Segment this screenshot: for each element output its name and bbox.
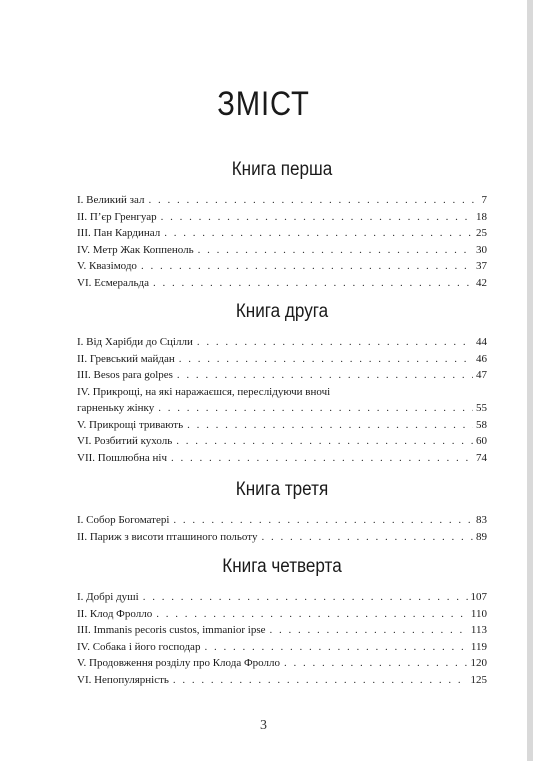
toc-entry[interactable] bbox=[77, 672, 487, 689]
toc-entry[interactable] bbox=[77, 192, 487, 209]
toc-entry-page: 30 bbox=[476, 243, 487, 256]
page-number: 3 bbox=[260, 718, 267, 733]
toc-entry[interactable] bbox=[77, 606, 487, 623]
toc-entry-title: II. Париж з висоти пташиного польоту bbox=[77, 530, 258, 543]
toc-entry-page: 110 bbox=[470, 607, 487, 620]
toc-entry-title: III. Пан Кардинал bbox=[77, 227, 161, 239]
toc-entry-page: 74 bbox=[476, 451, 487, 464]
toc-entry[interactable] bbox=[77, 351, 487, 368]
toc-leader bbox=[171, 450, 473, 467]
toc-entry[interactable] bbox=[77, 433, 487, 450]
toc-entry-page: 18 bbox=[476, 210, 487, 223]
toc-section-book-1 bbox=[77, 158, 487, 291]
section-heading: Книга четверта bbox=[222, 556, 342, 577]
toc-leader bbox=[153, 275, 473, 292]
page-title: ЗМІСТ bbox=[217, 84, 310, 123]
toc-leader bbox=[173, 512, 473, 529]
toc-entry-title: I. Добрі душі bbox=[77, 591, 139, 603]
toc-entry-title: II. Гревський майдан bbox=[77, 352, 175, 365]
toc-leader bbox=[148, 192, 478, 209]
toc-entry[interactable] bbox=[77, 450, 487, 467]
toc-entry-title: VII. Пошлюбна ніч bbox=[77, 451, 167, 464]
toc-entry-title: гарненьку жінку bbox=[77, 402, 155, 414]
toc-entry-title: II. П’єр Гренгуар bbox=[77, 210, 157, 223]
toc-entry[interactable] bbox=[77, 275, 487, 292]
toc-leader bbox=[158, 400, 473, 417]
toc-entry[interactable] bbox=[77, 622, 487, 639]
toc-entry-page: 55 bbox=[476, 402, 487, 414]
toc-entry-page: 47 bbox=[476, 369, 487, 381]
toc-entry[interactable] bbox=[77, 639, 487, 656]
toc-leader bbox=[164, 225, 473, 242]
toc-leader bbox=[187, 417, 473, 434]
toc-entry-title: VI. Есмеральда bbox=[77, 276, 150, 289]
toc-leader bbox=[173, 672, 468, 689]
toc-entry-page: 7 bbox=[481, 194, 487, 206]
toc-entry[interactable] bbox=[77, 242, 487, 259]
page-edge bbox=[527, 0, 533, 761]
toc-section-book-3 bbox=[77, 478, 487, 545]
toc-entry[interactable] bbox=[77, 209, 487, 226]
toc-entry-page: 107 bbox=[470, 591, 487, 603]
toc-entry-title: I. Від Харібди до Сцілли bbox=[77, 336, 193, 348]
toc-leader bbox=[204, 639, 467, 656]
toc-entry[interactable] bbox=[77, 334, 487, 351]
toc-entry-title: IV. Метр Жак Коппеноль bbox=[77, 243, 194, 256]
toc-entry[interactable] bbox=[77, 400, 487, 417]
section-heading: Книга третя bbox=[235, 479, 329, 500]
toc-leader bbox=[198, 242, 473, 259]
toc-entry-title: V. Квазімодо bbox=[77, 260, 137, 272]
section-heading: Книга перша bbox=[231, 159, 333, 180]
toc-entry-page: 120 bbox=[470, 657, 487, 669]
toc-entry-page: 113 bbox=[470, 624, 487, 636]
toc-section-book-2 bbox=[77, 300, 487, 466]
toc-entry[interactable] bbox=[77, 258, 487, 275]
toc-leader bbox=[176, 433, 473, 450]
toc-entry-title: V. Прикрощі тривають bbox=[77, 418, 184, 431]
toc-entry-page: 83 bbox=[476, 514, 487, 526]
toc-entry[interactable] bbox=[77, 589, 487, 606]
toc-leader bbox=[156, 606, 468, 623]
toc-entry[interactable] bbox=[77, 512, 487, 529]
toc-entry-title: I. Собор Богоматері bbox=[77, 514, 170, 526]
toc-entry-page: 42 bbox=[476, 276, 487, 289]
toc-entry-page: 119 bbox=[470, 640, 487, 653]
toc-entry-page: 37 bbox=[476, 260, 487, 272]
toc-entry-page: 25 bbox=[476, 227, 487, 239]
toc-entry-title: I. Великий зал bbox=[77, 194, 145, 206]
toc-entry-title: III. Immanis pecoris custos, immanior ipse bbox=[77, 624, 266, 636]
toc-entry-page: 46 bbox=[476, 352, 487, 365]
toc-leader bbox=[177, 367, 473, 384]
toc-entry[interactable] bbox=[77, 655, 487, 672]
toc-leader bbox=[141, 258, 473, 275]
toc-entry-page: 58 bbox=[476, 418, 487, 431]
toc-leader bbox=[197, 334, 473, 351]
toc-entry-title: III. Besos para golpes bbox=[77, 369, 173, 381]
toc-leader bbox=[161, 209, 473, 226]
toc-entry-page: 89 bbox=[476, 530, 487, 543]
toc-entry-title: V. Продовження розділу про Клода Фролло bbox=[77, 657, 280, 669]
toc-entry-first-line[interactable]: IV. Прикрощі, на які наражаєшся, переслідуючи вночі bbox=[77, 385, 331, 398]
toc-entry[interactable] bbox=[77, 225, 487, 242]
toc-entry-title: VI. Розбитий кухоль bbox=[77, 435, 173, 447]
toc-entry[interactable] bbox=[77, 417, 487, 434]
toc-leader bbox=[270, 622, 468, 639]
toc-entry-title: II. Клод Фролло bbox=[77, 607, 153, 620]
toc-leader bbox=[179, 351, 473, 368]
toc-section-book-4 bbox=[77, 555, 487, 688]
toc-entry-page: 44 bbox=[476, 336, 487, 348]
toc-leader bbox=[143, 589, 468, 606]
toc-leader bbox=[261, 529, 473, 546]
toc-entry-page: 60 bbox=[476, 435, 487, 447]
toc-leader bbox=[284, 655, 468, 672]
toc-entry[interactable] bbox=[77, 529, 487, 546]
toc-entry-title: VI. Непопулярність bbox=[77, 673, 169, 686]
section-heading: Книга друга bbox=[235, 301, 329, 322]
toc-entry-page: 125 bbox=[470, 673, 487, 686]
toc-entry-title: IV. Собака і його господар bbox=[77, 640, 201, 653]
toc-entry[interactable] bbox=[77, 367, 487, 384]
